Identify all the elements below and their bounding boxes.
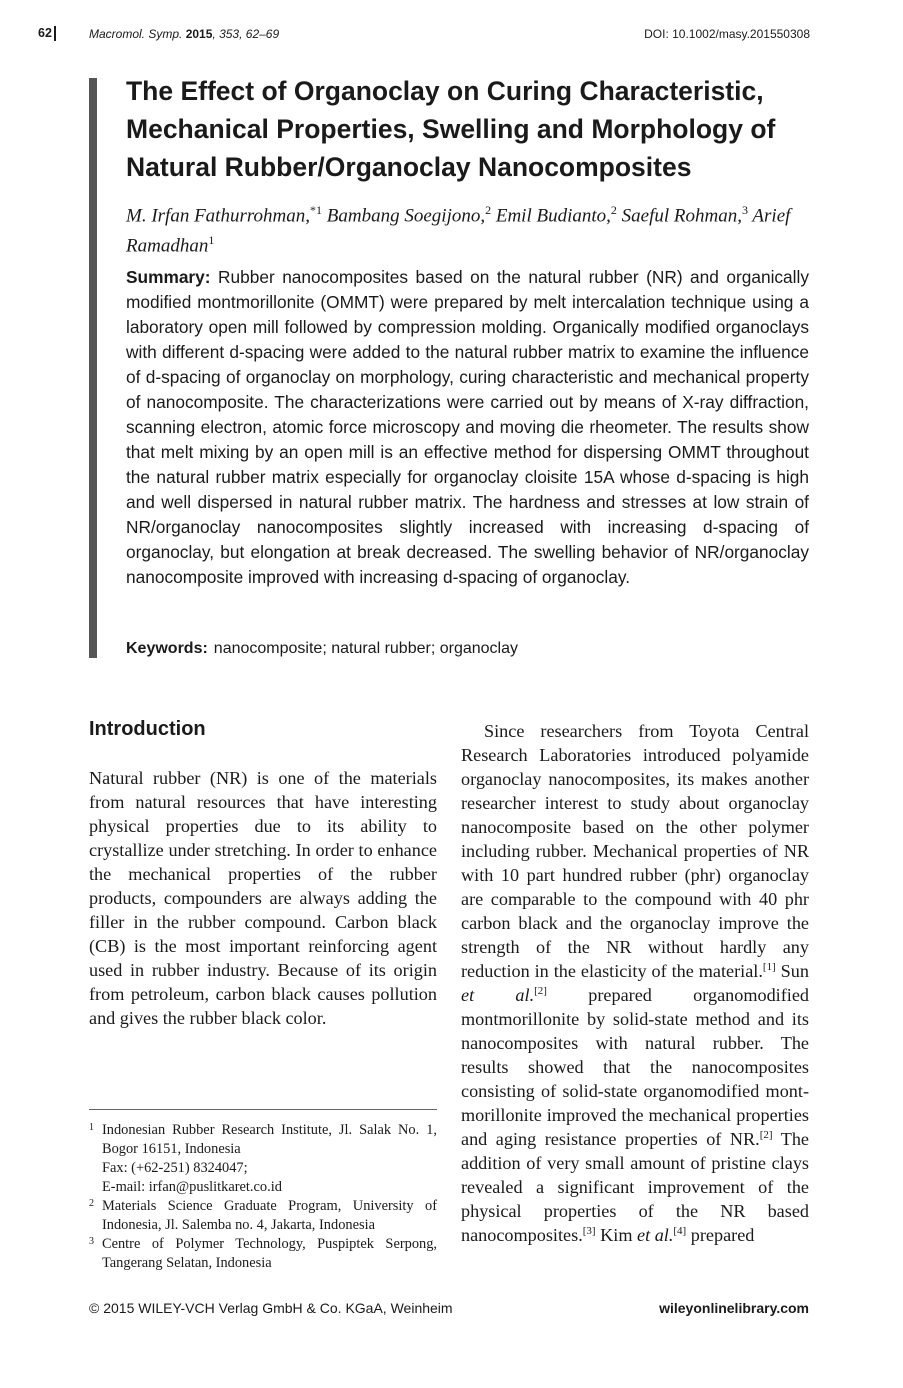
et-al: et al. — [461, 985, 535, 1005]
author-affiliation: 2 — [485, 203, 492, 217]
intro-paragraph-right — [461, 719, 809, 1247]
footnote-item — [89, 1197, 437, 1235]
footnote-divider — [89, 1109, 437, 1110]
author-affiliation: *1 — [310, 203, 323, 217]
body-text: Sun — [775, 961, 809, 981]
footnote-item — [89, 1121, 437, 1197]
footnote-number: 3 — [89, 1236, 94, 1247]
author-name: Bambang Soegijono, — [326, 205, 486, 227]
abstract-summary — [126, 265, 809, 590]
footnote-line: Indonesian Rubber Research Institute, Jl. Salak No. 1, Bogor 16151, Indonesia — [102, 1122, 437, 1157]
body-text: The addition of very small amount of pristine clays revealed a significant improvement of the physical properties of the NR based nanocomposites. — [461, 1129, 809, 1245]
keywords-text: nanocomposite; natural rubber; organoclay — [213, 640, 518, 657]
author-affiliation: 3 — [742, 203, 748, 217]
running-header — [38, 26, 810, 44]
body-text: Kim — [595, 1225, 638, 1245]
citation-ref[interactable]: [1] — [762, 960, 776, 973]
doi-link[interactable]: DOI: 10.1002/masy.201550308 — [644, 27, 810, 41]
intro-paragraph-left: Natural rubber (NR) is one of the materials from natural resources that have interesting physical properties due to its ability to crystallize under stretching. In order to enhance the mechanical properties of the rubber products, compounders are always adding the filler in the rubber compound. Carbon black (CB) is the most important reinforcing agent used in rubber industry. Because of its origin from petroleum, carbon black causes pollution and gives the rubber black color. — [89, 768, 437, 1028]
keywords-label: Keywords: — [126, 640, 208, 657]
author-affiliation: 2 — [610, 203, 617, 217]
journal-volume-pages: , 353, 62–69 — [212, 27, 280, 41]
footnote-line: Centre of Polymer Technology, Puspiptek Serpong, Tangerang Selatan, Indonesia — [102, 1236, 437, 1271]
summary-label: Summary: — [126, 267, 211, 287]
article-title: The Effect of Organoclay on Curing Characteristic, Mechanical Properties, Swelling and Morphology of Natural Rubber/Organoclay Nanocomposites — [126, 76, 776, 182]
keywords-line — [126, 640, 518, 658]
copyright-notice: © 2015 WILEY-VCH Verlag GmbH & Co. KGaA, Weinheim — [89, 1300, 453, 1316]
footnote-number: 1 — [89, 1122, 94, 1133]
publisher-website-link[interactable]: wileyonlinelibrary.com — [659, 1300, 809, 1316]
author-list — [126, 198, 816, 259]
page-number-divider — [54, 26, 56, 41]
summary-text: Rubber nanocomposites based on the natural rubber (NR) and organically modified montmorillonite (OMMT) were prepared by melt intercalation technique using a laboratory open mill followed by compression molding. Organically modified organoclays with different d-spacing were added to the natural rubber matrix to examine the influence of d-spacing of organoclay on morphology, curing characteristic and mechanical property of nanocomposite. The characterizations were carried out by means of X-ray diffraction, scanning electron, atomic force microscopy and moving die rheometer. The results show that melt mixing by an open mill is an effective method for dispersing OMMT throughout the natural rubber matrix especially for organoclay cloisite 15A whose d-spacing is high and well dispersed in natural rubber matrix. The hardness and stresses at low strain of NR/organoclay nanocomposites slightly increased with increasing d-spacing of organoclay, but elongation at break decreased. The swelling behavior of NR/organoclay nanocomposite improved with increasing d-spacing of organoclay. — [126, 267, 809, 587]
footnote-line: Fax: (+62-251) 8324047; — [102, 1160, 248, 1176]
author-affiliation: 1 — [208, 233, 215, 248]
journal-year: 2015 — [185, 27, 213, 41]
affiliation-footnotes — [89, 1121, 437, 1273]
footnote-number: 2 — [89, 1198, 94, 1209]
footnote-email[interactable]: E-mail: irfan@puslitkaret.co.id — [102, 1179, 282, 1195]
author-name: Emil Budianto, — [495, 205, 611, 227]
abstract-side-bar — [89, 78, 97, 658]
page-number: 62 — [38, 26, 52, 40]
author-name: Arief Ramadhan — [126, 205, 791, 257]
section-heading-introduction: Introduction — [89, 718, 206, 740]
body-text: prepared — [686, 1225, 755, 1245]
citation-ref[interactable]: [2] — [759, 1128, 773, 1141]
author-name: M. Irfan Fathurrohman, — [126, 205, 311, 227]
citation-ref[interactable]: [2] — [534, 984, 547, 997]
body-text: Since researchers from Toyota Central Research Laboratories introduced polyamide organoclay nanocomposites, its makes another researcher interest to study about organoclay nanocomposite based on the other polymer including rubber. Mechanical properties of NR with 10 part hundred rubber (phr) organoclay are comparable to the compound with 40 phr carbon black and the organoclay improve the strength of the NR without hardly any reduction in the elasticity of the material. — [461, 721, 809, 981]
author-name: Saeful Rohman, — [621, 205, 742, 227]
footnote-item — [89, 1235, 437, 1273]
journal-name: Macromol. Symp. — [89, 27, 183, 41]
footnote-line: Materials Science Graduate Program, University of Indonesia, Jl. Salemba no. 4, Jakarta, Indonesia — [102, 1198, 437, 1233]
citation-ref[interactable]: [3] — [582, 1224, 596, 1237]
et-al: et al. — [637, 1225, 674, 1245]
citation-ref[interactable]: [4] — [673, 1224, 687, 1237]
journal-citation — [89, 27, 279, 41]
body-text: prepared organomodified montmorillonite by solid-state method and its nanocomposites with natural rubber. The results showed that the nanocomposites consisting of solid-state organomodified mont-morillonite improved the mechanical properties and aging resistance properties of NR. — [461, 985, 809, 1149]
